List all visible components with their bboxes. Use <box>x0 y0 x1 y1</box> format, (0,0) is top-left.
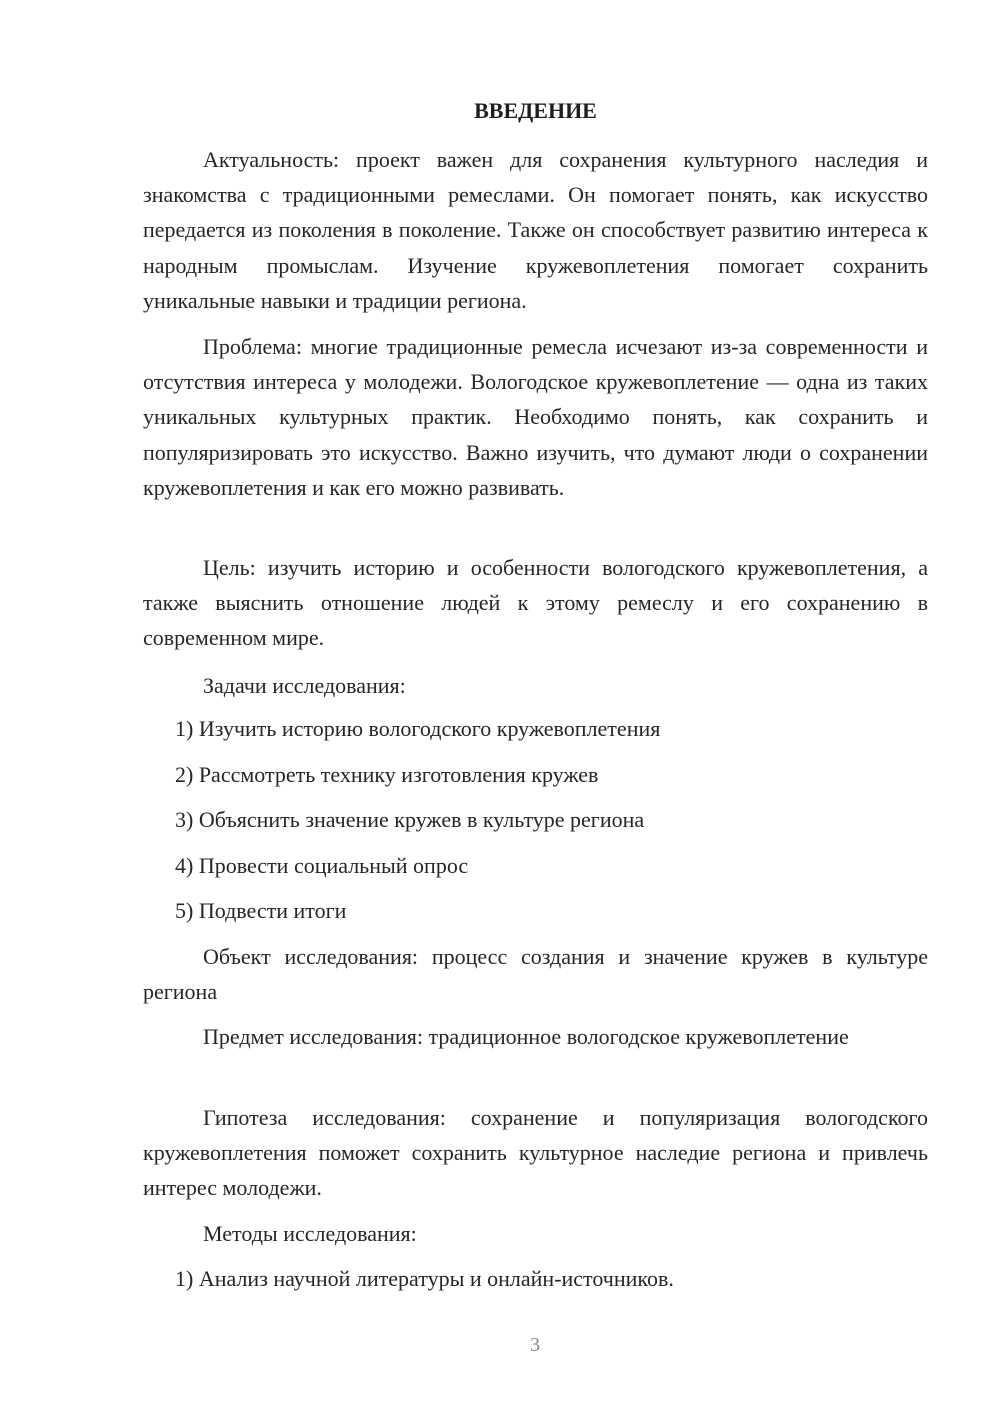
task-item: 3) Объяснить значение кружев в культуре региона <box>175 807 645 832</box>
task-item: 2) Рассмотреть технику изготовления кружев <box>175 762 599 787</box>
problem-paragraph: Проблема: многие традиционные ремесла исчезают из-за современности и отсутствия интереса у молодежи. Вологодское кружевоплетение — одна из таких уникальных культурных практик. Необходимо понять, как сохранить и популяризировать это искусство. Важно изучить, что думают люди о сохранении кружевоплетения и как его можно развивать. <box>143 334 928 500</box>
task-item: 5) Подвести итоги <box>175 898 347 923</box>
page-number: 3 <box>530 1334 540 1356</box>
task-item: 4) Провести социальный опрос <box>175 853 469 878</box>
methods-heading: Методы исследования: <box>203 1221 417 1246</box>
page-title: ВВЕДЕНИЕ <box>474 98 597 123</box>
tasks-heading: Задачи исследования: <box>203 673 406 698</box>
task-item: 1) Изучить историю вологодского кружевоплетения <box>175 716 661 741</box>
relevance-paragraph: Актуальность: проект важен для сохранения культурного наследия и знакомства с традиционными ремеслами. Он помогает понять, как искусство передается из поколения в поколение. Также он способствует развитию интереса к народным промыслам. Изучение кружевоплетения помогает сохранить уникальные навыки и традиции региона. <box>143 147 928 313</box>
method-item: 1) Анализ научной литературы и онлайн-источников. <box>175 1266 674 1291</box>
subject-paragraph: Предмет исследования: традиционное вологодское кружевоплетение <box>203 1024 849 1049</box>
hypothesis-paragraph: Гипотеза исследования: сохранение и популяризация вологодского кружевоплетения поможет сохранить культурное наследие региона и привлечь интерес молодежи. <box>143 1105 928 1201</box>
goal-paragraph: Цель: изучить историю и особенности вологодского кружевоплетения, а также выяснить отношение людей к этому ремеслу и его сохранению в современном мире. <box>143 555 928 651</box>
object-paragraph: Объект исследования: процесс создания и значение кружев в культуре региона <box>143 944 928 1005</box>
